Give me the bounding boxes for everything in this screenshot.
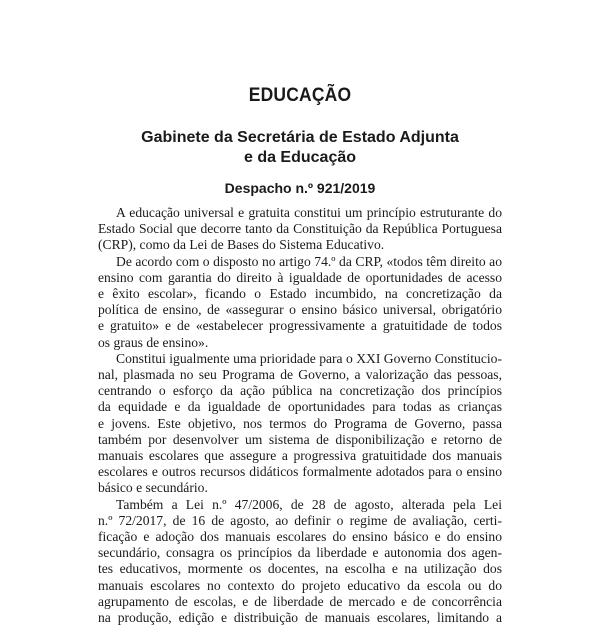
paragraph (98, 205, 502, 254)
text-line: manuais escolares que assegure a progressiva gratuitidade dos manuais (98, 448, 502, 464)
issuer-line-2: e da Educação (243, 149, 357, 166)
text-line: De acordo com o disposto no artigo 74.º da CRP, «todos têm direito ao (116, 253, 502, 269)
text-line: secundário, consagra os princípios da liberdade e autonomia dos agen- (98, 545, 502, 561)
text-line: e êxito escolar», ficando o Estado incumbido, na concretização da (98, 286, 502, 302)
body-text (98, 205, 502, 626)
text-line: também por desenvolver um sistema de disponibilização e retorno de (98, 431, 502, 447)
text-line: Também a Lei n.º 47/2006, de 28 de agosto, alterada pela Lei (116, 496, 502, 512)
text-line: nal, plasmada no seu Programa de Governo, a valorização das pessoas, (98, 367, 502, 383)
text-line: (CRP), como da Lei de Bases do Sistema Educativo. (98, 237, 385, 253)
text-line: centrando o esforço da ação pública na concretização dos princípios (98, 383, 502, 399)
text-line: ficação e adoção dos manuais escolares do ensino básico e do ensino (98, 529, 502, 545)
document-title: Despacho n.º 921/2019 (224, 180, 376, 196)
text-line: na produção, edição e distribuição de manuais escolares, limitando a (98, 610, 502, 626)
issuer-heading (0, 128, 600, 168)
issuer-line-1: Gabinete da Secretária de Estado Adjunta (141, 129, 459, 146)
text-line: tes educativos, mormente os docentes, na escolha e na utilização dos (98, 561, 502, 577)
text-line: escolares e outros recursos didáticos formalmente adotados para o ensino (98, 464, 502, 480)
text-line: os graus de ensino». (98, 334, 209, 350)
paragraph (98, 497, 502, 626)
text-line: Constitui igualmente uma prioridade para o XXI Governo Constitucio- (116, 350, 502, 366)
text-line: agrupamento de escolas, e de liberdade de mercado e de concorrência (98, 593, 502, 609)
text-line: política de ensino, de «assegurar o ensino básico universal, obrigatório (98, 302, 502, 318)
text-line: e jovens. Este objetivo, nos termos do Programa de Governo, passa (98, 415, 502, 431)
text-line: manuais escolares no contexto do projeto educativo da escola ou do (98, 577, 502, 593)
paragraph (98, 254, 502, 351)
text-line: básico e secundário. (98, 480, 208, 496)
text-line: A educação universal e gratuita constitui um princípio estruturante do (116, 205, 502, 220)
text-line: ensino com garantia do direito à igualdade de oportunidades de acesso (98, 269, 502, 285)
text-line: Estado Social que decorre tanto da Constituição da República Portuguesa (98, 221, 502, 237)
text-line: da equidade e da igualdade de oportunidades para todas as crianças (98, 399, 502, 415)
paragraph (98, 351, 502, 497)
text-line: e gratuito» e de «estabelecer progressivamente a gratuitidade de todos (98, 318, 502, 334)
text-line: n.º 72/2017, de 16 de agosto, ao definir o regime de avaliação, certi- (98, 512, 502, 528)
section-title: EDUCAÇÃO (248, 85, 352, 106)
